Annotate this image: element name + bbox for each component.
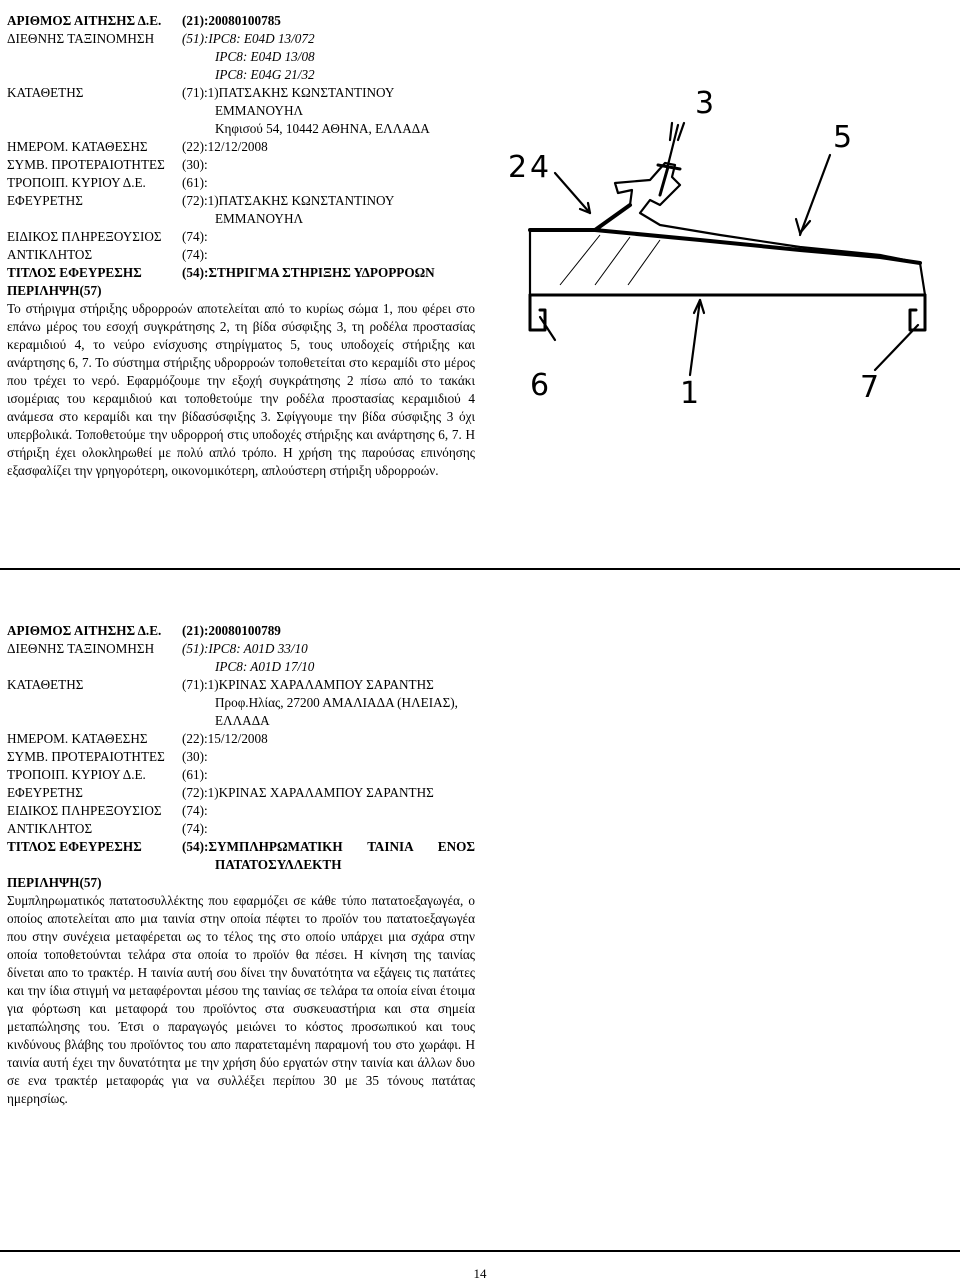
classification-value: IPC8: A01D 17/10 [215, 659, 315, 674]
priority-label: ΣΥΜΒ. ΠΡΟΤΕΡΑΙΟΤΗΤΕΣ [7, 157, 165, 172]
abstract-text: Το στήριγμα στήριξης υδρορροών αποτελείται από το κυρίως σώμα 1, που φέρει στο επάνω μέρος του εσοχή συγκράτησης 2, τη βίδα σύσφιξης 3, τη ροδέλα προστασίας κεραμιδιού 4, το νεύρο ενίσχυσης στηρίγματος 5, τους υποδοχείς στήριξης και ανάρτησης 6, 7. Το σύστημα στήριξης υδρορροών τοποθετείται στο κεραμίδι στο μέρος που τρέχει το νερό. Εφαρμόζουμε την εξοχή συγκράτησης 2 πίσω από το τακάκι ισομέριας του κεραμιδιού και τοποθετούμε την ροδέλα προστασίας κεραμιδιού 4 ανάμεσα στο κεραμίδι και την βίδασύσφιξης 3. Σφίγγουμε την βίδα σύσφιξης 3 όχι υπερβολικά. Τοποθετούμε την υδρορροή στις υποδοχές στήριξης και ανάρτησης 6, 7. Η στήριξη έχει ολοκληρωθεί με πολύ απλό τρόπο. Η χρήση της παρούσας επινόησης εξασφαλίζει την γρηγορότερη, οικονομικότερη, απλούστερη στήριξη υδρορροών. [7, 301, 475, 478]
classification-value: IPC8: E04G 21/32 [215, 67, 315, 82]
inventor-line: ΕΜΜΑΝΟΥΗΛ [215, 211, 304, 226]
applicant-label: ΚΑΤΑΘΕΤΗΣ [7, 85, 84, 100]
agent-value: (74): [182, 803, 208, 818]
inventor-label: ΕΦΕΥΡΕΤΗΣ [7, 193, 83, 208]
classification-label: ΔΙΕΘΝΗΣ ΤΑΞΙΝΟΜΗΣΗ [7, 31, 155, 46]
classification-value: (51):IPC8: E04D 13/072 [182, 31, 315, 46]
priority-value: (30): [182, 157, 208, 172]
patent-entry-2 [7, 622, 475, 1108]
abstract-heading: ΠΕΡΙΛΗΨΗ(57) [7, 283, 102, 298]
filing-date-label: ΗΜΕΡΟΜ. ΚΑΤΑΘΕΣΗΣ [7, 731, 148, 746]
applicant-address: ΕΛΛΑΔΑ [215, 713, 270, 728]
modification-value: (61): [182, 767, 208, 782]
agent-label: ΕΙΔΙΚΟΣ ΠΛΗΡΕΞΟΥΣΙΟΣ [7, 229, 162, 244]
applicant-row [7, 84, 475, 138]
priority-row [7, 156, 475, 174]
agent-value: (74): [182, 229, 208, 244]
filing-date-value: (22):15/12/2008 [182, 731, 268, 746]
label-3: 3 [695, 86, 715, 121]
applicant-line: ΕΜΜΑΝΟΥΗΛ [215, 103, 304, 118]
application-number-row [7, 622, 475, 640]
applicant-label: ΚΑΤΑΘΕΤΗΣ [7, 677, 84, 692]
label-4: 4 [530, 150, 550, 185]
section-divider [0, 568, 960, 570]
inventor-line: (72):1)ΠΑΤΣΑΚΗΣ ΚΩΝΣΤΑΝΤΙΝΟΥ [182, 193, 395, 208]
representative-label: ΑΝΤΙΚΛΗΤΟΣ [7, 821, 93, 836]
application-number-value: (21):20080100785 [182, 13, 281, 28]
modification-row [7, 174, 475, 192]
applicant-line: (71):1)ΚΡΙΝΑΣ ΧΑΡΑΛΑΜΠΟΥ ΣΑΡΑΝΤΗΣ [182, 677, 434, 692]
filing-date-row [7, 730, 475, 748]
priority-row [7, 748, 475, 766]
abstract-text: Συμπληρωματικός πατατοσυλλέκτης που εφαρμόζει σε κάθε τύπο πατατοεξαγωγέα, ο οποίος αποτελείται απο μια ταινία στην οποία πέφτει το προϊόν του πατατοεξαγωγέα που στην συνέχεια μεταφέρεται ως το τέλος της στο οποίο υπάρχει μια σχάρα στην οποία τοποθετούνται τελάρα στα οποία το προϊόν θα πέσει. Η κίνηση της ταινίας δίνεται απο το τρακτέρ. Η ταινία αυτή σου δίνει την δυνατότητα να εξάγεις τις πατάτες και την ίδια στιγμή να μεταφέρονται μέσου της ταινίας σε τελάρα τα οποία είναι έτοιμα για φόρτωση και μεταφορά του προϊόντος στα συσκευαστήρια και στα σημεία μεταπώλησης του. Έτσι ο παραγωγός μειώνει το κόστος προσωπικού και τους κινδύνους βλάβης του προϊόντος του απο παρατεταμένη παραμονή του στο χωράφι. Η ταινία αυτή έχει την δυνατότητα με την χρήση δύο εργατών στην ταινία και άλλων δυο σε ενα τρακτέρ μεταφοράς για να συλλέξει περίπου 30 με 35 τόνους πατάτας ημερησίως. [7, 893, 475, 1106]
agent-row [7, 802, 475, 820]
abstract-heading: ΠΕΡΙΛΗΨΗ(57) [7, 875, 102, 890]
representative-value: (74): [182, 247, 208, 262]
classification-value: IPC8: E04D 13/08 [215, 49, 315, 64]
modification-label: ΤΡΟΠΟΙΠ. ΚΥΡΙΟΥ Δ.Ε. [7, 175, 146, 190]
patent-entry-1 [7, 12, 475, 480]
inventor-line: (72):1)ΚΡΙΝΑΣ ΧΑΡΑΛΑΜΠΟΥ ΣΑΡΑΝΤΗΣ [182, 785, 434, 800]
label-6: 6 [530, 368, 550, 403]
inventor-label: ΕΦΕΥΡΕΤΗΣ [7, 785, 83, 800]
modification-label: ΤΡΟΠΟΙΠ. ΚΥΡΙΟΥ Δ.Ε. [7, 767, 146, 782]
application-number-value: (21):20080100789 [182, 623, 281, 638]
representative-label: ΑΝΤΙΚΛΗΤΟΣ [7, 247, 93, 262]
classification-row [7, 640, 475, 676]
inventor-row [7, 192, 475, 228]
label-1: 1 [680, 376, 700, 411]
application-number-label: ΑΡΙΘΜΟΣ ΑΙΤΗΣΗΣ Δ.Ε. [7, 13, 162, 28]
agent-label: ΕΙΔΙΚΟΣ ΠΛΗΡΕΞΟΥΣΙΟΣ [7, 803, 162, 818]
filing-date-label: ΗΜΕΡΟΜ. ΚΑΤΑΘΕΣΗΣ [7, 139, 148, 154]
applicant-row [7, 676, 475, 730]
representative-row [7, 246, 475, 264]
label-7: 7 [860, 370, 880, 405]
filing-date-value: (22):12/12/2008 [182, 139, 268, 154]
modification-row [7, 766, 475, 784]
classification-label: ΔΙΕΘΝΗΣ ΤΑΞΙΝΟΜΗΣΗ [7, 641, 155, 656]
filing-date-row [7, 138, 475, 156]
inventor-row [7, 784, 475, 802]
footer-divider [0, 1250, 960, 1252]
agent-row [7, 228, 475, 246]
invention-title-value: ΠΑΤΑΤΟΣΥΛΛΕΚΤΗ [215, 857, 342, 872]
priority-value: (30): [182, 749, 208, 764]
priority-label: ΣΥΜΒ. ΠΡΟΤΕΡΑΙΟΤΗΤΕΣ [7, 749, 165, 764]
application-number-row [7, 12, 475, 30]
classification-value: (51):IPC8: A01D 33/10 [182, 641, 308, 656]
invention-title-row [7, 838, 475, 874]
applicant-address: Κηφισού 54, 10442 ΑΘΗΝΑ, ΕΛΛΑΔΑ [215, 121, 430, 136]
invention-title-value: (54):ΣΤΗΡΙΓΜΑ ΣΤΗΡΙΞΗΣ ΥΔΡΟΡΡΟΩΝ [182, 265, 435, 280]
applicant-line: (71):1)ΠΑΤΣΑΚΗΣ ΚΩΝΣΤΑΝΤΙΝΟΥ [182, 85, 395, 100]
invention-title-label: ΤΙΤΛΟΣ ΕΦΕΥΡΕΣΗΣ [7, 265, 142, 280]
invention-title-label: ΤΙΤΛΟΣ ΕΦΕΥΡΕΣΗΣ [7, 839, 142, 854]
invention-drawing [500, 85, 955, 415]
modification-value: (61): [182, 175, 208, 190]
classification-row [7, 30, 475, 84]
application-number-label: ΑΡΙΘΜΟΣ ΑΙΤΗΣΗΣ Δ.Ε. [7, 623, 162, 638]
screw [660, 167, 668, 195]
page-number: 14 [473, 1266, 487, 1281]
invention-title-row [7, 264, 475, 282]
representative-row [7, 820, 475, 838]
invention-title-value: (54):ΣΥΜΠΛΗΡΩΜΑΤΙΚΗ ΤΑΙΝΙΑ ΕΝΟΣ [182, 839, 475, 854]
support-left [530, 295, 545, 330]
applicant-address: Προφ.Ηλίας, 27200 ΑΜΑΛΙΑΔΑ (ΗΛΕΙΑΣ), [215, 695, 458, 710]
representative-value: (74): [182, 821, 208, 836]
label-2: 2 [508, 150, 528, 185]
label-5: 5 [833, 120, 853, 155]
